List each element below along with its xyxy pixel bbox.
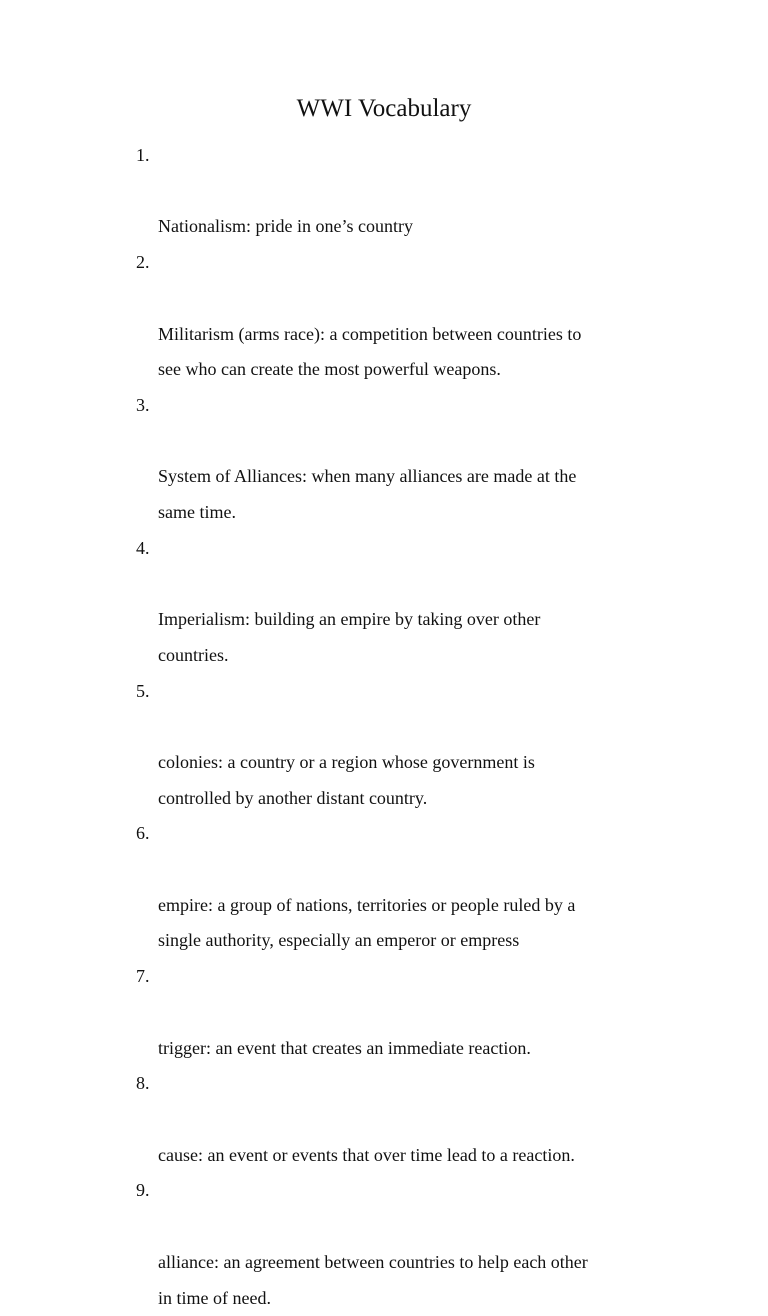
list-item	[136, 245, 656, 388]
item-text: System of Alliances: when many alliances are made at the same time.	[158, 466, 577, 523]
item-number: 7.	[136, 966, 150, 987]
item-text: Nationalism: pride in one’s country	[158, 216, 413, 237]
item-text: colonies: a country or a region whose government is controlled by another distant country.	[158, 751, 535, 808]
item-number: 9.	[136, 1180, 150, 1201]
item-text: trigger: an event that creates an immediate reaction.	[158, 1037, 531, 1058]
item-text: Militarism (arms race): a competition between countries to see who can create the most powerful weapons.	[158, 323, 582, 380]
item-text: Imperialism: building an empire by taking over other countries.	[158, 609, 541, 665]
list-item	[136, 1173, 656, 1316]
list-item	[136, 959, 656, 1066]
document-title: WWI Vocabulary	[296, 95, 472, 122]
item-number: 1.	[136, 145, 150, 165]
item-text: cause: an event or events that over time lead to a reaction.	[158, 1144, 575, 1165]
item-number: 8.	[136, 1073, 150, 1094]
item-text: alliance: an agreement between countries to help each other in time of need.	[158, 1251, 588, 1308]
item-text: empire: a group of nations, territories or people ruled by a single authority, especially an emperor or empress	[158, 894, 576, 951]
list-item	[136, 531, 656, 674]
item-number: 3.	[136, 394, 150, 415]
item-number: 4.	[136, 537, 150, 558]
list-item	[136, 816, 656, 959]
item-number: 6.	[136, 823, 150, 844]
item-number: 2.	[136, 252, 150, 273]
list-item	[136, 674, 656, 817]
list-item	[136, 1066, 656, 1173]
list-item	[136, 388, 656, 531]
item-number: 5.	[136, 680, 150, 701]
list-item	[136, 138, 656, 245]
vocabulary-list	[136, 138, 656, 1316]
